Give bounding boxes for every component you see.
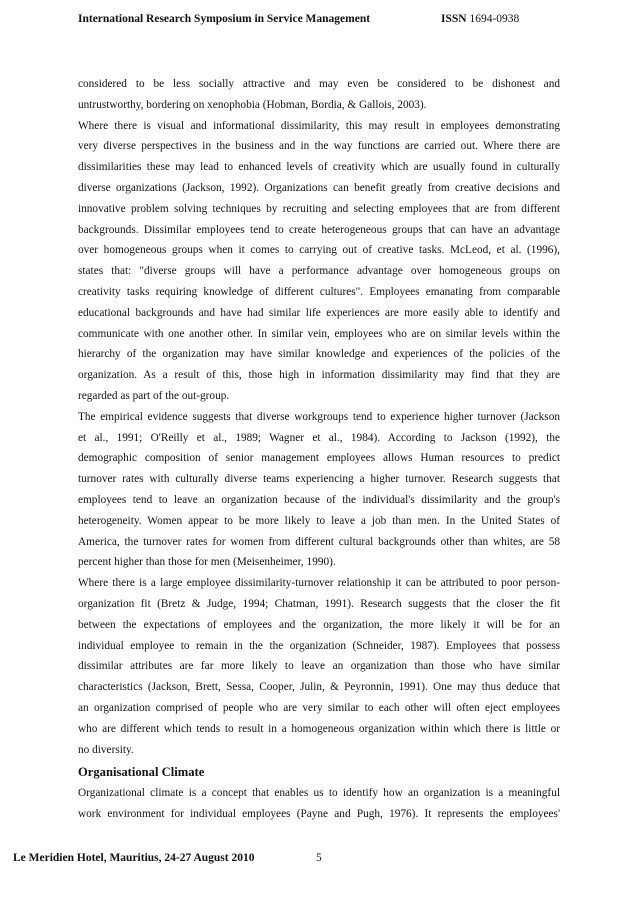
paragraph-line: turnover rates with culturally diverse teams experiencing a higher turnover. Research suggests that <box>78 473 560 486</box>
paragraph-line: hierarchy of the organization may have similar knowledge and experiences of the policies of the <box>78 348 560 361</box>
paragraph-line: heterogeneity. Women appear to be more likely to leave a job than men. In the United States of <box>78 514 560 527</box>
page-number: 5 <box>316 852 322 864</box>
paragraph-line: Where there is a large employee dissimilarity-turnover relationship it can be attributed to poor person- <box>78 577 560 590</box>
paragraph-line: work environment for individual employees (Payne and Pugh, 1976). It represents the employees' <box>78 808 560 821</box>
paragraph-line: America, the turnover rates for women from different cultural backgrounds other than whites, are 58 <box>78 535 560 548</box>
paragraph-line: characteristics (Jackson, Brett, Sessa, Cooper, Julin, & Peyronnin, 1991). One may thus deduce that <box>78 681 560 694</box>
paragraph-line: creativity tasks requiring knowledge of different cultures". Employees emanating from comparable <box>78 285 560 298</box>
issn-label: ISSN <box>441 13 467 25</box>
body-paragraph <box>78 783 560 825</box>
paragraph-line: an organization comprised of people who are very similar to each other will often eject employees <box>78 701 560 714</box>
paragraph-line: states that: "diverse groups will have a performance advantage over homogeneous groups on <box>78 265 560 278</box>
paragraph-line: Organizational climate is a concept that enables us to identify how an organization is a meaningful <box>78 787 560 800</box>
body-paragraph <box>78 116 560 407</box>
paragraph-line: very diverse perspectives in the business and in the way functions are carried out. Where there are <box>78 140 560 153</box>
paragraph-line: individual employee to remain in the the organization (Schneider, 1987). Employees that possess <box>78 639 560 652</box>
running-header-issn <box>441 13 519 25</box>
paragraph-line: between the expectations of employees and the organization, the more likely it will be for an <box>78 618 560 631</box>
section-heading: Organisational Climate <box>78 765 205 780</box>
paragraph-line: et al., 1991; O'Reilly et al., 1989; Wagner et al., 1984). According to Jackson (1992), the <box>78 431 560 444</box>
paragraph-line: educational backgrounds and have had similar life experiences are more easily able to identify and <box>78 306 560 319</box>
footer-venue: Le Meridien Hotel, Mauritius, 24-27 August 2010 <box>13 852 255 864</box>
paragraph-line: no diversity. <box>78 743 134 756</box>
paragraph-line: organization. As a result of this, those high in information dissimilarity may find that they are <box>78 369 560 382</box>
paragraph-line: organization fit (Bretz & Judge, 1994; Chatman, 1991). Research suggests that the closer the fit <box>78 597 560 610</box>
paragraph-line: percent higher than those for men (Meisenheimer, 1990). <box>78 556 336 569</box>
paragraph-line: diverse organizations (Jackson, 1992). Organizations can benefit greatly from creative decisions and <box>78 181 560 194</box>
paragraph-line: over homogeneous groups when it comes to carrying out of creative tasks. McLeod, et al. (1996), <box>78 244 560 257</box>
paragraph-line: backgrounds. Dissimilar employees tend to create heterogeneous groups that can have an advantage <box>78 223 560 236</box>
body-paragraph <box>78 573 560 760</box>
paragraph-line: communicate with one another other. In similar vein, employees who are on similar levels within the <box>78 327 560 340</box>
running-header-title: International Research Symposium in Service Management <box>78 13 371 25</box>
paragraph-line: who are different which tends to result in a homogeneous organization within which there is little or <box>78 722 560 735</box>
paragraph-line: demographic composition of senior management employees allows Human resources to predict <box>78 452 560 465</box>
paragraph-line: Where there is visual and informational dissimilarity, this may result in employees demonstrating <box>78 119 560 132</box>
paragraph-line: regarded as part of the out-group. <box>78 389 230 402</box>
issn-number: 1694-0938 <box>469 13 520 25</box>
body-paragraph <box>78 74 560 116</box>
paragraph-line: innovative problem solving techniques by recruiting and selecting employees that are from different <box>78 202 560 215</box>
document-body <box>78 74 560 825</box>
paragraph-line: dissimilar attributes are far more likely to leave an organization than those who have similar <box>78 660 560 673</box>
paragraph-line: considered to be less socially attractive and may even be considered to be dishonest and <box>78 78 560 90</box>
body-paragraph <box>78 407 560 573</box>
paragraph-line: dissimilarities these may lead to enhanced levels of creativity which are usually found in culturally <box>78 161 560 174</box>
paragraph-line: The empirical evidence suggests that diverse workgroups tend to experience higher turnover (Jackson <box>78 410 560 423</box>
paragraph-line: untrustworthy, bordering on xenophobia (Hobman, Bordia, & Gallois, 2003). <box>78 98 427 111</box>
paragraph-line: employees tend to leave an organization because of the individual's dissimilarity and the group's <box>78 493 560 506</box>
